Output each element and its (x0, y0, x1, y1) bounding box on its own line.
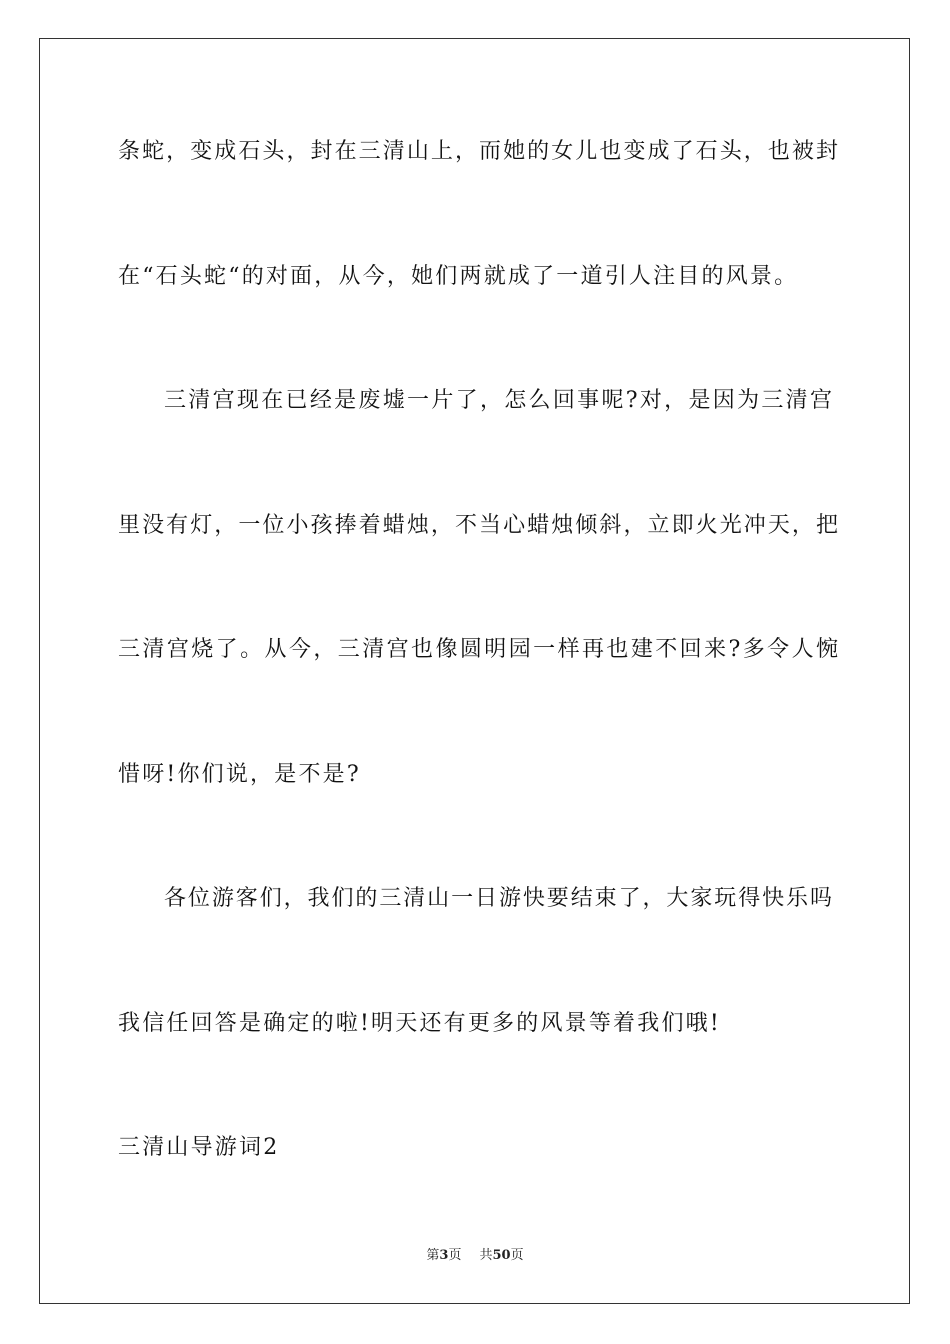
page-footer (0, 1247, 950, 1265)
page-suffix: 页 (448, 1248, 462, 1263)
paragraph-2-line-3: 三清宫烧了。从今，三清宫也像圆明园一样再也建不回来?多令人惋 (118, 637, 838, 662)
total-pages: 50 (492, 1248, 511, 1263)
page-border (39, 38, 910, 1304)
paragraph-1-line-2: 在“石头蛇“的对面，从今，她们两就成了一道引人注目的风景。 (118, 264, 799, 289)
page-prefix: 第 (426, 1248, 440, 1263)
paragraph-3-line-2: 我信任回答是确定的啦!明天还有更多的风景等着我们哦! (118, 1011, 721, 1036)
paragraph-2-line-2: 里没有灯，一位小孩捧着蜡烛，不当心蜡烛倾斜，立即火光冲天，把 (118, 513, 838, 538)
total-suffix: 页 (510, 1248, 524, 1263)
paragraph-3-line-1: 各位游客们，我们的三清山一日游快要结束了，大家玩得快乐吗 (164, 886, 832, 911)
total-prefix: 共 (479, 1248, 493, 1263)
section-heading: 三清山导游词2 (118, 1135, 280, 1160)
paragraph-2-line-4: 惜呀!你们说，是不是? (118, 762, 361, 787)
page-number: 3 (439, 1248, 449, 1263)
paragraph-2-line-1: 三清宫现在已经是废墟一片了，怎么回事呢?对，是因为三清宫 (164, 388, 832, 413)
paragraph-1-line-1: 条蛇，变成石头，封在三清山上，而她的女儿也变成了石头，也被封 (118, 139, 838, 164)
